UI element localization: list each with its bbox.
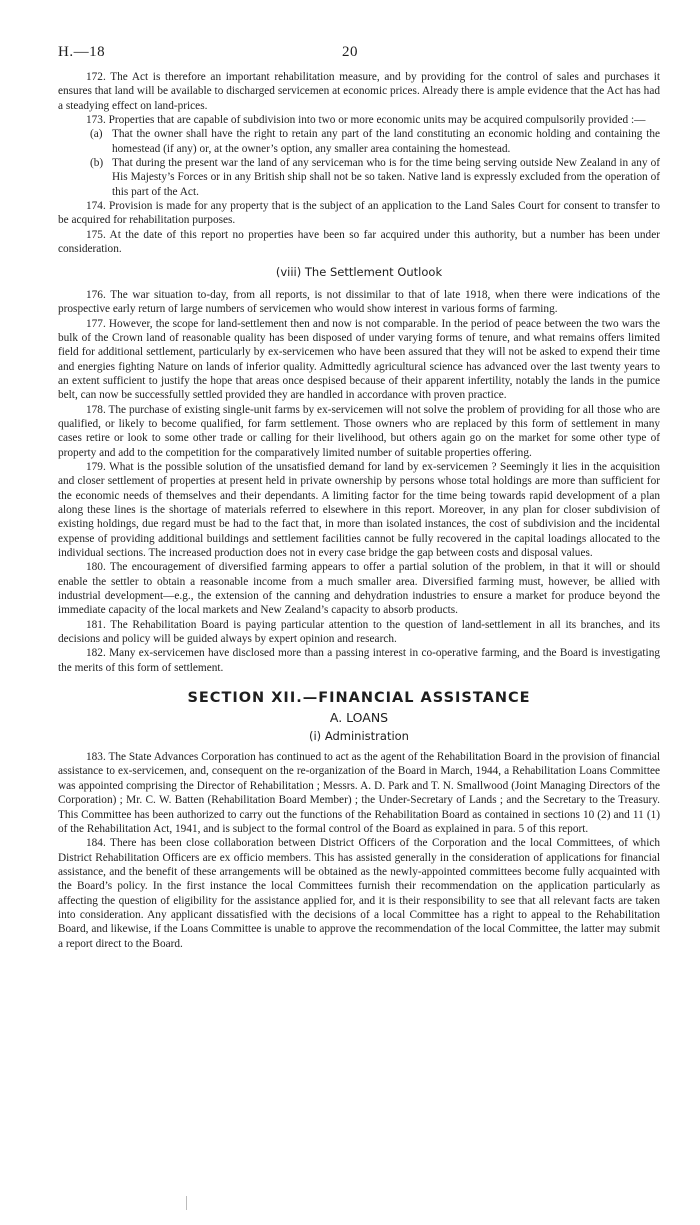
loans-heading: A. LOANS [329,710,389,726]
paragraph-184: 184. There has been close collaboration between District Officers of the Corporation and the local Committees, of which District Rehabilitation Officers are ex officio members. This has assisted generally in the consideration of applications for financial assistance, and the benefit of these arrangements will be obtained as the newly-appointed committees become fully acquainted with the Board’s policy. In the first instance the local Committees furnish their recommendation on the application particularly as affecting the question of eligibility for the assistance applied for, and it is their responsibility to see that all relevant facts are taken into consideration. Any applicant dissatisfied with the decisions of a local Committee has a right to appeal to the Rehabilitation Board, and likewise, if the Loans Committee is unable to approve the recommendation of the local Committee, the latter may submit a report direct to the Board. [58,837,660,950]
paragraph-179: 179. What is the possible solution of the unsatisfied demand for land by ex-servicemen ? Seemingly it lies in the acquisition and closer settlement of properties at present held in private ownership by persons whose total holdings are more than sufficient for the economic needs of themselves and their dependants. A limiting factor for the time being towards rapid development of a plan along these lines is the shortage of materials referred to elsewhere in this report. Moreover, in any plan for closer subdivision of existing holdings, due regard must be had to the fact that, in more than isolated instances, the cost of subdivision and the incidental expense of providing additional buildings and settlement facilities cannot be fully recovered in the capital loadings allocated to the individual sections. The increased production does not in every case bridge the gap between costs and disposal values. [58,460,660,559]
paragraph-175: 175. At the date of this report no properties have been so far acquired under this authority, but a number has been under consideration. [58,228,660,256]
paragraph-182: 182. Many ex-servicemen have disclosed more than a passing interest in co-operative farming, and the Board is investigating the merits of this form of settlement. [58,647,660,674]
document-body [58,70,660,951]
paragraph-174: 174. Provision is made for any property that is the subject of an application to the Land Sales Court for consent to transfer to be acquired for rehabilitation purposes. [58,200,660,227]
page-edge-mark [186,1196,187,1210]
paragraph-183: 183. The State Advances Corporation has continued to act as the agent of the Rehabilitation Board in the provision of financial assistance to ex-servicemen, and, consequent on the re-organization of the Board in March, 1944, a Rehabilitation Loans Committee was appointed comprising the Director of Rehabilitation ; Messrs. A. D. Park and T. N. Smallwood (Joint Managing Directors of the Corporation) ; Mr. C. W. Batten (Rehabilitation Board Member) ; the Under-Secretary of Lands ; and the Secretary to the Treasury. This Committee has been authorized to carry out the functions of the Rehabilitation Board as contained in sections 10 (2) and 11 (1) of the Rehabilitation Act, 1941, and is subject to the formal control of the Board as explained in para. 5 of this report. [58,751,660,835]
list-item-a [90,127,660,156]
list-item-b [90,156,660,199]
paragraph-172: 172. The Act is therefore an important rehabilitation measure, and by providing for the control of sales and purchases it ensures that land will be available to discharged servicemen at economic prices. Already there is ample evidence that the Act has had a steadying effect on land-prices. [58,71,660,112]
settlement-outlook-heading: (viii) The Settlement Outlook [275,265,443,280]
list-item-text: That the owner shall have the right to retain any part of the land constituting an economic holding and containing the homestead (if any) or, at the owner’s option, any smaller area containing the homestead. [112,128,660,155]
list-item-text: That during the present war the land of any serviceman who is for the time being serving outside New Zealand in any of His Majesty’s Forces or in any British ship shall not be so taken. Native land is expressly excluded from the operation of this part of the Act. [112,157,660,198]
paragraph-178: 178. The purchase of existing single-unit farms by ex-servicemen will not solve the problem of providing for all those who are qualified, or likely to become qualified, for farm settlement. Those owners who are replaced by this form of settlement in many cases retire or look to some other trade or calling for their livelihood, but others again go on the market for some other type of property and add to the competition for the comparatively limited number of suitable properties offering. [58,403,660,459]
section-xii-heading: SECTION XII.—FINANCIAL ASSISTANCE [187,690,531,707]
paragraph-173: 173. Properties that are capable of subdivision into two or more economic units may be acquired compulsorily provided :— [86,114,646,127]
paragraph-181: 181. The Rehabilitation Board is paying particular attention to the question of land-settlement in all its branches, and its decisions and policy will be guided always by expert opinion and research. [58,618,660,646]
paragraph-176: 176. The war situation to-day, from all reports, is not dissimilar to that of late 1918, when there were indications of the prospective early return of large numbers of servicemen who would show interest in various forms of farming. [58,288,660,316]
paragraph-177: 177. However, the scope for land-settlement then and now is not comparable. In the period of peace between the two wars the bulk of the Crown land of reasonable quality has been disposed of under varying forms of tenure, and what remains offers limited field for additional settlement, particularly by ex-servicemen who have been assured that they will not be asked to expend their time and energies fighting Nature on lands of inferior quality. Admittedly agricultural science has advanced over the last twenty years to an extent sufficient to justify the hope that areas once despised because of their apparent infertility, notably the lands in the pumice belt, can now be successfully settled provided they are handled in accordance with proven practice. [58,317,660,402]
list-item-label: (a) [90,128,103,141]
administration-heading: (i) Administration [309,728,409,743]
report-code: H.—18 [58,44,106,60]
page-number: 20 [342,44,358,60]
paragraph-180: 180. The encouragement of diversified farming appears to offer a partial solution of the problem, in that it will or should enable the settler to obtain a reasonable income from a much smaller area. Diversified farming must, however, be allied with industrial development—e.g., the extension of the canning and dehydration industries to ensure a market for produce beyond the immediate capacity of the local markets and New Zealand’s capacity to absorb products. [58,561,660,617]
list-item-label: (b) [90,157,104,170]
